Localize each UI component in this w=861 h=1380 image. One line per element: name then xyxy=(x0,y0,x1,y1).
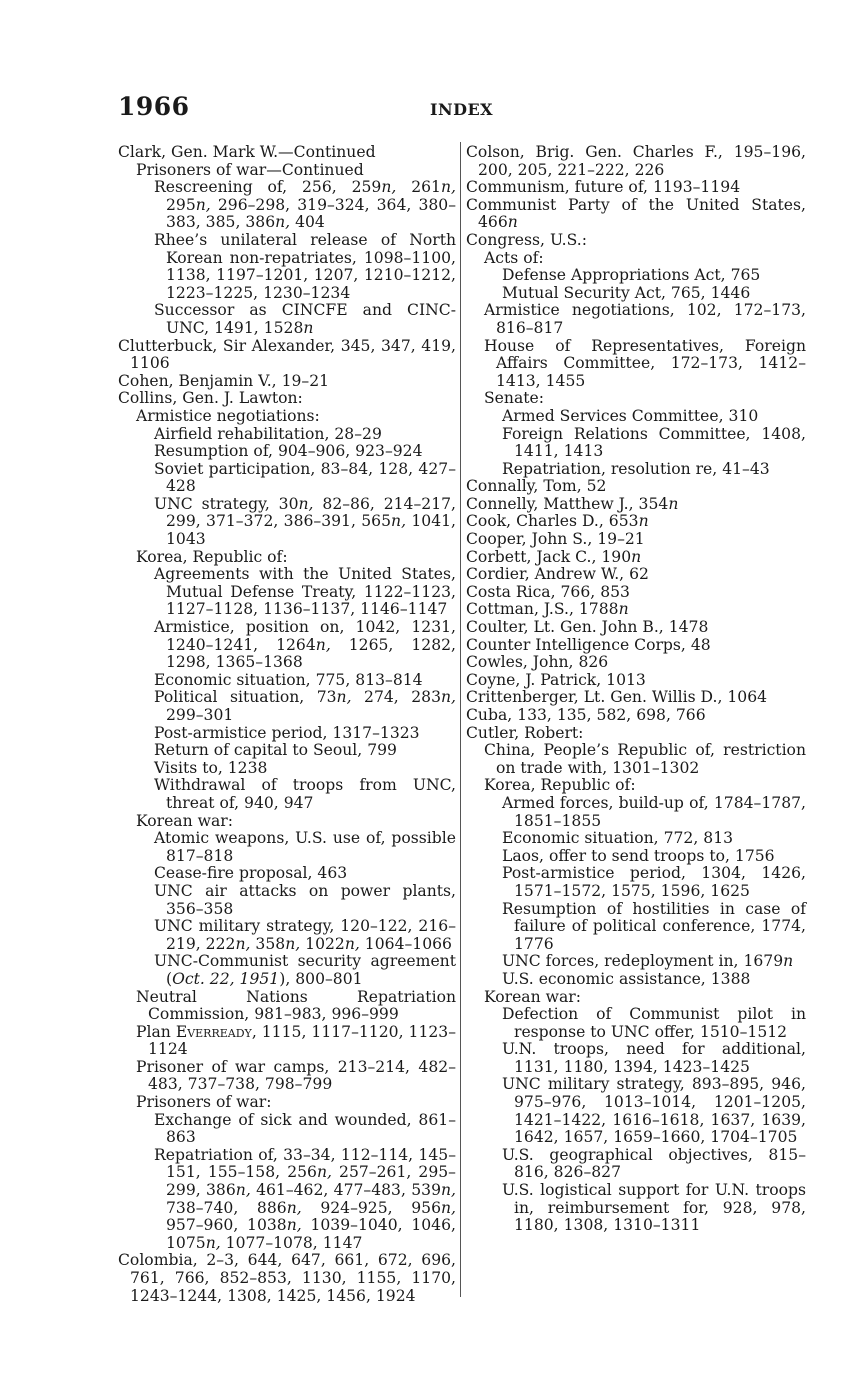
index-entry: Coyne, J. Patrick, 1013 xyxy=(466,670,646,689)
index-subentry: Atomic weapons, U.S. use of, possible 817–818 xyxy=(154,829,456,865)
index-entry: Corbett, Jack C., 190n xyxy=(466,547,642,566)
index-entry: Counter Intelligence Corps, 48 xyxy=(466,635,711,654)
index-subentry: Resumption of hostilities in case of failure of political conference, 1774, 1776 xyxy=(502,899,806,953)
index-entry: Clutterbuck, Sir Alexander, 345, 347, 419, 1106 xyxy=(118,336,456,373)
page-number: 1966 xyxy=(118,92,190,121)
index-subentry: UNC air attacks on power plants, 356–358 xyxy=(154,881,456,918)
index-column-left xyxy=(118,144,456,1305)
index-subentry: Return of capital to Seoul, 799 xyxy=(154,741,397,760)
index-subentry: Armistice, position on, 1042, 1231, 1240–1241, 1264n, 1265, 1282, 1298, 1365–1368 xyxy=(154,618,456,672)
index-entry: Cook, Charles D., 653n xyxy=(466,512,649,531)
index-entry: Cordier, Andrew W., 62 xyxy=(466,565,649,584)
index-entry: Costa Rica, 766, 853 xyxy=(466,582,630,601)
index-subentry: UNC-Communist security agreement (Oct. 22, 1951), 800–801 xyxy=(154,952,456,988)
index-subentry: Armed forces, build-up of, 1784–1787, 1851–1855 xyxy=(502,793,806,830)
index-entry: Collins, Gen. J. Lawton: xyxy=(118,389,303,408)
index-subentry: Post-armistice period, 1317–1323 xyxy=(154,723,420,742)
index-entry: Connelly, Matthew J., 354n xyxy=(466,494,679,513)
index-subentry: Cease-fire proposal, 463 xyxy=(154,864,348,883)
index-subentry: Foreign Relations Committee, 1408, 1411, 1413 xyxy=(502,424,806,461)
index-entry: Cutler, Robert: xyxy=(466,723,584,742)
running-head: INDEX xyxy=(430,100,494,119)
index-entry: Cuba, 133, 135, 582, 698, 766 xyxy=(466,706,706,724)
index-subentry: Neutral Nations Repatriation Commission, 981–983, 996–999 xyxy=(136,987,456,1024)
index-subentry: Korean war: xyxy=(136,811,233,830)
index-subentry: Laos, offer to send troops to, 1756 xyxy=(502,846,775,865)
index-entry: Coulter, Lt. Gen. John B., 1478 xyxy=(466,618,709,637)
index-subentry: Post-armistice period, 1304, 1426, 1571–1572, 1575, 1596, 1625 xyxy=(502,864,806,900)
index-subentry: Successor as CINCFE and CINC-UNC, 1491, 1528n xyxy=(154,301,456,337)
index-subentry: Rescreening of, 256, 259n, 261n, 295n, 296–298, 319–324, 364, 380–383, 385, 386n, 404 xyxy=(154,178,456,232)
index-subentry: Defense Appropriations Act, 765 xyxy=(502,266,761,285)
index-subentry: Airfield rehabilitation, 28–29 xyxy=(154,424,382,443)
index-subentry: Senate: xyxy=(484,389,544,408)
index-column-right xyxy=(466,144,806,1235)
index-subentry: Withdrawal of troops from UNC, threat of, 940, 947 xyxy=(154,776,456,812)
index-subentry: U.S. economic assistance, 1388 xyxy=(502,969,751,988)
index-entry: Cottman, J.S., 1788n xyxy=(466,600,629,619)
index-subentry: Mutual Security Act, 765, 1446 xyxy=(502,283,751,302)
index-subentry: Acts of: xyxy=(484,248,544,267)
index-subentry: Resumption of, 904–906, 923–924 xyxy=(154,442,423,461)
index-subentry: Economic situation, 772, 813 xyxy=(502,829,734,848)
index-subentry: Plan Everready, 1115, 1117–1120, 1123–1124 xyxy=(136,1022,457,1059)
column-divider xyxy=(460,142,461,1297)
index-entry: Congress, U.S.: xyxy=(466,230,587,249)
index-subentry: Prisoners of war—Continued xyxy=(136,160,364,179)
index-subentry: Armistice negotiations, 102, 172–173, 816–817 xyxy=(484,301,806,337)
index-subentry: Exchange of sick and wounded, 861–863 xyxy=(154,1110,456,1147)
index-subentry: Rhee’s unilateral release of North Korean non-repatriates, 1098–1100, 1138, 1197–1201, 1207, 1210–1212, 1223–1225, 1230–1234 xyxy=(154,230,456,302)
index-entry: Cooper, John S., 19–21 xyxy=(466,530,645,549)
index-entry: Colombia, 2–3, 644, 647, 661, 672, 696, 761, 766, 852–853, 1130, 1155, 1170, 1243–1244, 1308, 1425, 1456, 1924 xyxy=(118,1251,456,1305)
index-entry: Cowles, John, 826 xyxy=(466,653,609,672)
index-subentry: Visits to, 1238 xyxy=(154,758,268,777)
index-subentry: Korea, Republic of: xyxy=(136,547,288,566)
index-subentry: Repatriation of, 33–34, 112–114, 145–151, 155–158, 256n, 257–261, 295–299, 386n, 461–462, 477–483, 539n, 738–740, 886n, 924–925, 956n, 957–960, 1038n, 1039–1040, 1046, 1075n, 1077–1078, 1147 xyxy=(154,1145,456,1252)
index-subentry: China, People’s Republic of, restriction on trade with, 1301–1302 xyxy=(484,741,806,777)
index-subentry: U.S. logistical support for U.N. troops in, reimbursement for, 928, 978, 1180, 1308, 1310–1311 xyxy=(502,1181,806,1235)
index-subentry: Armed Services Committee, 310 xyxy=(502,406,759,425)
index-subentry: UNC forces, redeployment in, 1679n xyxy=(502,952,794,971)
index-subentry: Korean war: xyxy=(484,987,581,1006)
index-subentry: UNC strategy, 30n, 82–86, 214–217, 299, 371–372, 386–391, 565n, 1041, 1043 xyxy=(154,494,456,549)
index-subentry: UNC military strategy, 893–895, 946, 975–976, 1013–1014, 1201–1205, 1421–1422, 1616–1618, 1637, 1639, 1642, 1657, 1659–1660, 1704–1705 xyxy=(502,1075,806,1147)
index-subentry: U.S. geographical objectives, 815–816, 826–827 xyxy=(502,1145,806,1182)
index-entry: Colson, Brig. Gen. Charles F., 195–196, 200, 205, 221–222, 226 xyxy=(466,143,806,179)
index-subentry: Agreements with the United States, Mutual Defense Treaty, 1122–1123, 1127–1128, 1136–1137, 1146–1147 xyxy=(154,565,456,619)
index-subentry: Defection of Communist pilot in response to UNC offer, 1510–1512 xyxy=(502,1005,806,1041)
index-subentry: Korea, Republic of: xyxy=(484,776,636,795)
index-subentry: Repatriation, resolution re, 41–43 xyxy=(502,459,770,478)
index-subentry: Prisoner of war camps, 213–214, 482–483, 737–738, 798–799 xyxy=(136,1057,456,1094)
index-subentry: UNC military strategy, 120–122, 216–219, 222n, 358n, 1022n, 1064–1066 xyxy=(154,917,456,953)
index-subentry: Prisoners of war: xyxy=(136,1093,272,1112)
index-subentry: Economic situation, 775, 813–814 xyxy=(154,670,423,689)
index-entry: Communism, future of, 1193–1194 xyxy=(466,178,741,197)
index-entry: Clark, Gen. Mark W.—Continued xyxy=(118,143,376,161)
index-subentry: Political situation, 73n, 274, 283n, 299–301 xyxy=(154,688,456,724)
index-subentry: Soviet participation, 83–84, 128, 427–428 xyxy=(154,459,456,496)
index-entry: Communist Party of the United States, 466n xyxy=(466,195,806,232)
index-entry: Crittenberger, Lt. Gen. Willis D., 1064 xyxy=(466,688,768,707)
index-entry: Connally, Tom, 52 xyxy=(466,477,607,496)
index-subentry: Armistice negotiations: xyxy=(136,406,320,425)
index-subentry: U.N. troops, need for additional, 1131, 1180, 1394, 1423–1425 xyxy=(502,1040,806,1076)
index-subentry: House of Representatives, Foreign Affairs Committee, 172–173, 1412–1413, 1455 xyxy=(484,336,806,390)
index-entry: Cohen, Benjamin V., 19–21 xyxy=(118,371,330,390)
